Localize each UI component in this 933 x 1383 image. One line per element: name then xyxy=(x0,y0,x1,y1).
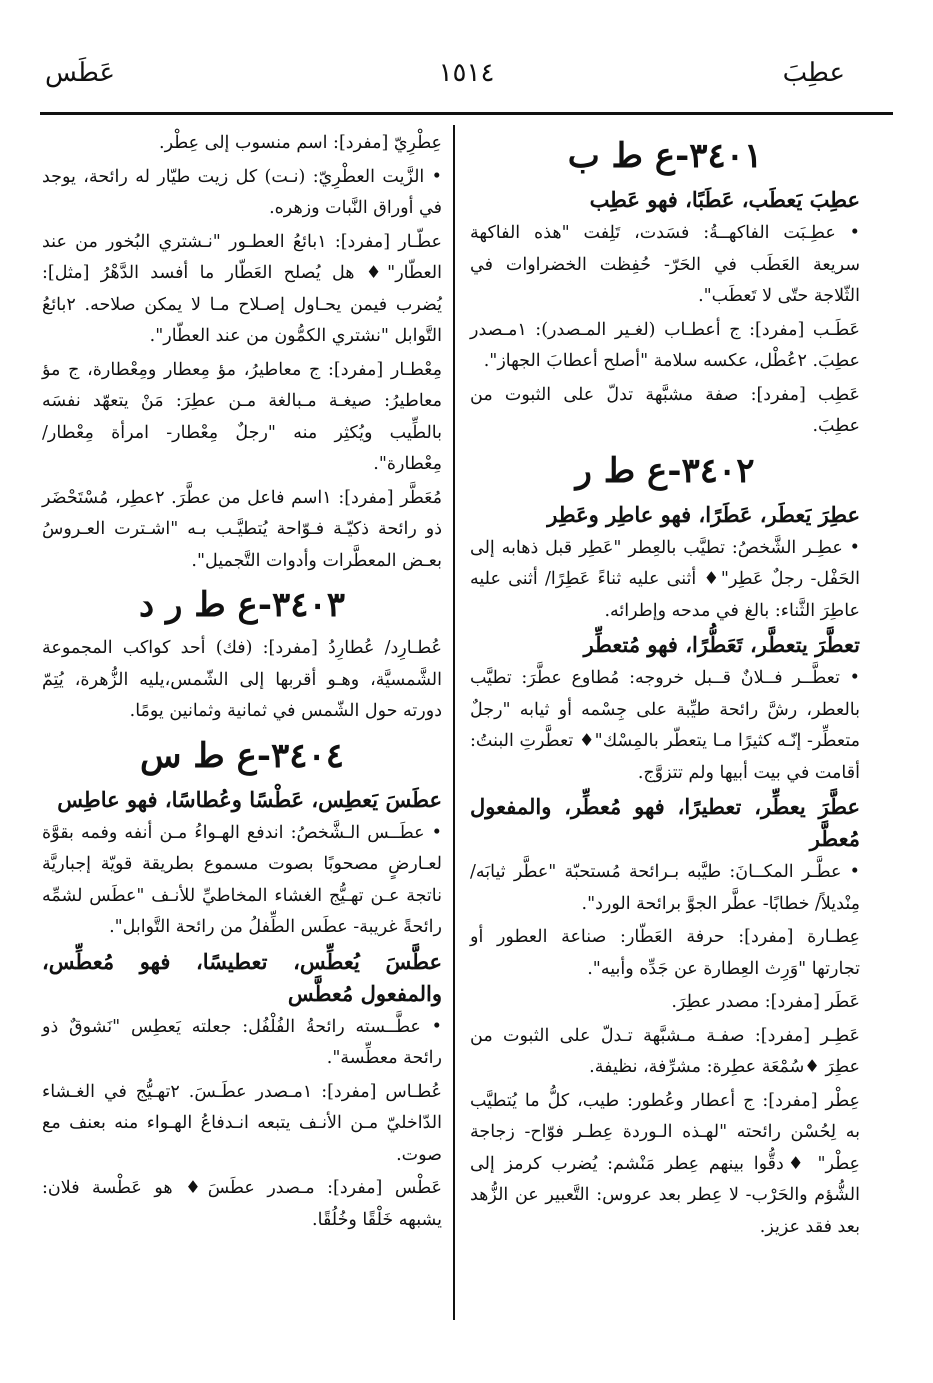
verb-head: عطِبَ يَعطَب، عَطَبًا، فهو عَطِب xyxy=(589,187,860,212)
entry: عَطَـب [مفرد]: ج أعطـاب (لغـير المـصدر): ١مـصدر عطِبَ. ٢عُطْل، عكسه سلامة "أصلح أعطابَ الجهاز". xyxy=(470,319,860,371)
section-title-3402: ٣٤٠٢-ع ط ر xyxy=(575,450,755,491)
verb-head: عطِرَ يَعطَر، عَطَرًا، فهو عاطِر وعَطِر xyxy=(547,501,860,527)
entry: • عطَــس الـشَّخصُ: اندفع الهـواءُ مـن أنفه وفمه بقوَّة لعـارضٍ مصحوبًا بصوت مسموع بطريقة قويّة إجباريَّة ناتجة عـن تهـيُّج الغشاء المخاطيِّ للأنـف "عطَس لشمِّه رائحةً غريبة- عطَس الطِّفلُ من رائحة التَّوابل". xyxy=(42,822,442,937)
header-left-word: عَطَس xyxy=(45,58,115,88)
entry: عطّـار [مفرد]: ١بائعُ العطـور "نـشتري البُخور من عند العطّار"♦ هل يُصلح العَطّار ما أفسد الدَّهْرُ [مثل]: يُضرب فيمن يحـاول إصـلاح مـا لا يمكن صلاحه. ٢بائعُ التَّوابل "نشتري الكمُّون من عند العطّار". xyxy=(42,231,442,346)
right-column xyxy=(470,128,860,1245)
verb-head: عطَسَ يَعطِس، عَطْسًا وعُطاسًا، فهو عاطِس xyxy=(57,786,442,812)
entry: عَطِـر [مفرد]: صفـة مـشبَّهة تـدلّ على الثبوت من عطِرَ ♦سُمْعَة عطِرة: مشرِّفة، نظيفة. xyxy=(470,1025,860,1077)
left-column xyxy=(42,128,442,1238)
column-divider xyxy=(453,125,455,1320)
entry: • عطَّــسته رائحةُ الفُلْفُل: جعلته يَعطِس "نَشوقٌ ذو رائحة معطِّسة". xyxy=(42,1016,442,1068)
entry: • تعطَّــر فــلانٌ قــبل خروجه: مُطاوع عطَّرَ: تطيَّب بالعطر، رشَّ رائحة طيِّبة على جِسْمه أو ثيابه "رجلٌ متعطِّر- إنّـه كثيرًا مـا يتعطّر بالمِسْك"♦ تعطَّرتِ البنتُ: أقامت في بيت أبيها ولم تتزوَّج. xyxy=(470,668,860,783)
entry: عِطْرِيّ [مفرد]: اسم منسوب إلى عِطْر. xyxy=(159,133,442,153)
section-title-3403: ٣٤٠٣-ع ط ر د xyxy=(139,585,345,625)
section-title-3404: ٣٤٠٤-ع ط س xyxy=(139,735,345,776)
verb-head: عطَّرَ يعطِّر، تعطيرًا، فهو مُعطِّر، والمفعول مُعطَّر xyxy=(470,794,860,851)
verb-head: عطَّسَ يُعطِّس، تعطيسًا، فهو مُعطِّس، والمفعول مُعطَّس xyxy=(42,948,442,1006)
entry: عُطـارِد/ عُطارِدُ [مفرد]: (فك) أحد كواكب المجموعة الشَّمسيَّة، وهـو أقربها إلى الشّمس،يليه الزُّهرة، يُتِمّ دورته حول الشّمس في ثمانية وثمانين يومًا. xyxy=(42,638,442,721)
header-rule xyxy=(40,112,893,115)
entry: • الزَّيت العطْرِيّ: (نـت) كل زيت طيّار له رائحة، يوجد في أوراق النَّبات وزهره. xyxy=(42,166,442,218)
entry: عِطـارة [مفرد]: حرفة العَطّار: صناعة العطور أو تجارتها "وَرِث العِطارة عن جَدِّه وأبيه". xyxy=(470,927,860,979)
entry: عَطَر [مفرد]: مصدر عطِرَ. xyxy=(671,992,860,1012)
entry: • عطِـبَت الفاكهــةُ: فسَدت، تَلِفت "هذه الفاكهة سريعة العَطَب في الحَرّ- حُفِظت الخضراوات في الثّلاجة حتّى لا تَعطَب". xyxy=(470,223,860,306)
section-title-3401: ٣٤٠١-ع ط ب xyxy=(567,136,763,176)
entry: • عطَّـر المكــانَ: طيَّبه بـرائحة مُستحبّة "عطَّر ثيابَه/ مِنْديلاً/ خطابًا- عطَّر الجوَّ برائحة الورد". xyxy=(470,862,860,914)
entry: • عطِـر الشَّخصُ: تطيَّب بالعِطر "عَطِر قبل ذهابه إلى الحَفْل- رجلٌ عَطِر"♦ أثنى عليه ثناءً عَطِرًا/ أثنى عليه عاطِرَ الثَّناء: بالغ في مدحه وإطرائه. xyxy=(470,537,860,621)
entry: عَطِب [مفرد]: صفة مشبَّهة تدلّ على الثبوت من عطِبَ. xyxy=(470,384,860,436)
entry: عِطْر [مفرد]: ج أعطار وعُطور: طيب، كلُّ ما يُتطيَّب به لِحُسْن رائحته "لهـذه الـوردة عِطـر فوّاح- زجاجة عِطْر" ♦دقُّوا بينهم عِطر مَنْشم: يُضرب كرمز إلى الشُّؤم والحَرْب- لا عِطر بعد عروس: التَّعبير عن الزُّهد بعد فقد عزيز. xyxy=(470,1090,860,1237)
entry: عَطْس [مفرد]: مـصدر عطَسَ♦ هو عَطْسة فلان: يشبهه خَلْقًا وخُلُقًا. xyxy=(42,1178,442,1230)
verb-head: تعطَّرَ يتعطَّر، تَعَطُّرًا، فهو مُتعطِّر xyxy=(583,632,860,657)
page-number: ١٥١٤ xyxy=(438,58,495,88)
entry: مِعْطـار [مفرد]: ج معاطيرُ، مؤ مِعطار ومِعْطارة، ج مؤ معاطيرُ: صيغـة مـبالغة مـن عطِرَ: مَنْ يتعهّد نفسَه بالطِّيب ويُكثِر منه "رجلٌ مِعْطار- امرأة مِعْطار/ مِعْطارة". xyxy=(42,359,442,474)
entry: مُعَطَّر [مفرد]: ١اسم فاعل من عطَّرَ. ٢عطِر، مُسْتَحْضَر ذو رائحة ذكيّـة فـوّاحة يُتطيَّـب بـه "اشـترت العـروسُ بعـض المعطَّرات وأدوات التَّجميل". xyxy=(42,487,442,571)
header-right-word: عطِبَ xyxy=(782,58,845,88)
entry: عُطـاس [مفرد]: ١مـصدر عطَـسَ. ٢تهـيُّج في الغـشاء الدّاخليّ مـن الأنـف يتبعه انـدفاعُ الهـواء منه بعنف مع صوت. xyxy=(42,1081,442,1165)
